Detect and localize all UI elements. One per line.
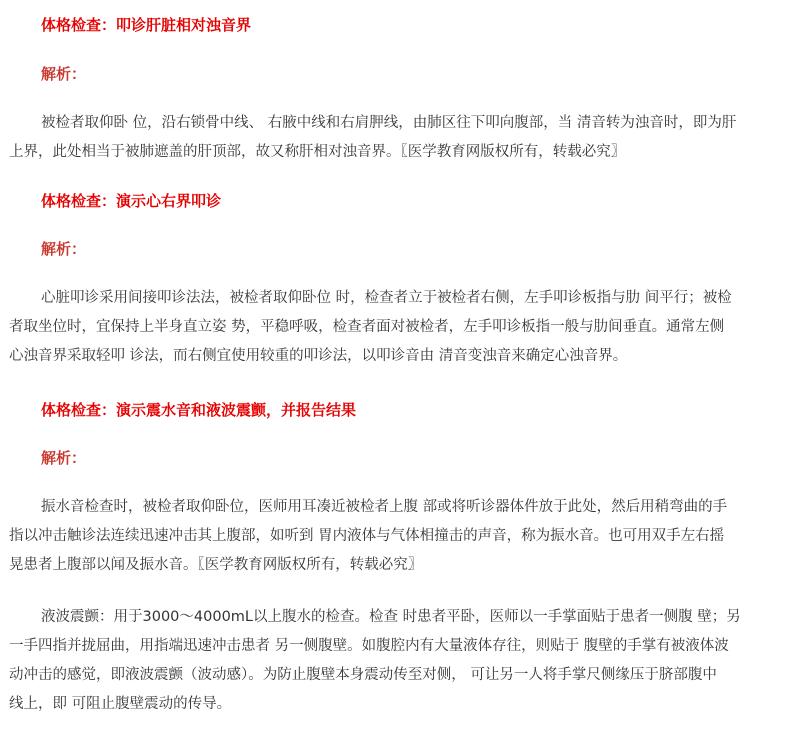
paragraph <box>9 493 809 580</box>
paragraph-line: 振水音检查时，被检者取仰卧位，医师用耳凑近被检者上腹 部或将听诊器体件放于此处，然后用稍弯曲的手 <box>41 499 728 515</box>
paragraph-line: 动冲击的感觉，即液波震颤（波动感）。为防止腹壁本身震动传至对侧， 可让另一人将手掌尺侧缘压于脐部腹中 <box>9 667 717 683</box>
paragraph <box>9 109 809 167</box>
paragraph-line: 上界，此处相当于被肺遮盖的肝顶部，故又称肝相对浊音界。〖医学教育网版权所有，转载必究〗 <box>9 144 626 160</box>
section-heading-succussion-splash: 体格检查：演示震水音和液波震颤，并报告结果 <box>41 401 357 419</box>
section-heading-heart-border: 体格检查：演示心右界叩诊 <box>41 192 222 210</box>
paragraph-line: 指以冲击触诊法连续迅速冲击其上腹部，如听到 胃内液体与气体相撞击的声音，称为振水音。也可用双手左右摇 <box>9 528 725 544</box>
paragraph-line: 线上，即 可阻止腹壁震动的传导。 <box>9 696 232 712</box>
paragraph-line: 者取坐位时，宜保持上半身直立姿 势，平稳呼吸，检查者面对被检者，左手叩诊板指一般与肋间垂直。通常左侧 <box>9 319 725 335</box>
paragraph-line: 一手四指并拢屈曲，用指端迅速冲击患者 另一侧腹壁。如腹腔内有大量液体存往，则贴于 腹壁的手掌有被液体波 <box>9 638 729 654</box>
paragraph-line: 被检者取仰卧 位，沿右锁骨中线、 右腋中线和右肩胛线，由肺区往下叩向腹部，当 清音转为浊音时，即为肝 <box>41 115 737 131</box>
analysis-label: 解析： <box>41 240 87 258</box>
paragraph-line: 心脏叩诊采用间接叩诊法法，被检者取仰卧位 时，检查者立于被检者右侧，左手叩诊板指与肋 间平行；被检 <box>41 290 732 306</box>
paragraph <box>9 603 809 719</box>
section-heading-liver-percussion: 体格检查：叩诊肝脏相对浊音界 <box>41 16 252 34</box>
analysis-label: 解析： <box>41 65 87 83</box>
paragraph <box>9 284 809 371</box>
paragraph-line: 晃患者上腹部以闻及振水音。〖医学教育网版权所有，转载必究〗 <box>9 557 423 573</box>
analysis-label: 解析： <box>41 449 87 467</box>
paragraph-line: 液波震颤：用于3000～4000mL以上腹水的检查。检查 时患者平卧，医师以一手掌面贴于患者一侧腹 壁；另 <box>41 609 741 625</box>
paragraph-line: 心浊音界采取轻叩 诊法，而右侧宜使用较重的叩诊法，以叩诊音由 清音变浊音来确定心浊音界。 <box>9 348 628 364</box>
